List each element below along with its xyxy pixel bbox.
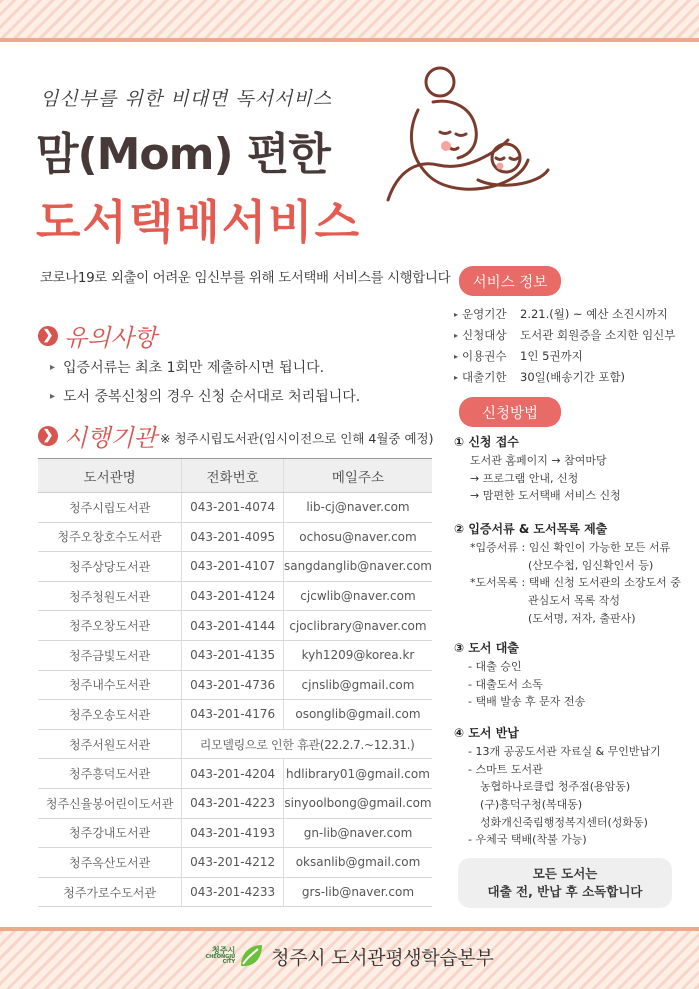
step-line: - 대출도서 소독 xyxy=(468,677,543,691)
notes-heading xyxy=(38,318,157,353)
library-name: 청주내수도서관 xyxy=(38,670,182,700)
library-phone: 043-201-4176 xyxy=(182,700,284,730)
top-stripe-band xyxy=(0,0,699,42)
library-name: 청주신율봉어린이도서관 xyxy=(38,788,182,818)
table-row xyxy=(38,522,432,552)
method-step-4 xyxy=(454,724,661,849)
library-email: grs-lib@naver.com xyxy=(283,877,432,907)
table-row xyxy=(38,759,432,789)
library-name: 청주강내도서관 xyxy=(38,818,182,848)
method-step-1 xyxy=(454,433,621,505)
info-value: 2.21.(월) ~ 예산 소진시까지 xyxy=(520,307,668,321)
table-header-row xyxy=(38,459,432,493)
info-item xyxy=(454,369,675,385)
arrow-circle-icon: ❯ xyxy=(38,326,58,346)
poster-subtitle: 임신부를 위한 비대면 독서서비스 xyxy=(40,88,333,110)
step-line: (도서명, 저자, 출판사) xyxy=(528,611,636,625)
arrow-circle-icon: ❯ xyxy=(38,426,58,446)
info-item xyxy=(454,306,675,322)
column-header: 전화번호 xyxy=(182,459,284,493)
institutions-heading-text: 시행기관 xyxy=(64,424,157,452)
step-line: *입증서류 : 임신 확인이 가능한 모든 서류 xyxy=(470,541,671,555)
service-info-pill: 서비스 정보 xyxy=(459,266,561,296)
library-phone: 043-201-4135 xyxy=(182,640,284,670)
library-email: hdlibrary01@gmail.com xyxy=(283,759,432,789)
step-title: ③ 도서 대출 xyxy=(454,641,519,655)
library-name: 청주시립도서관 xyxy=(38,493,182,523)
poster-title-line2: 도서택배서비스 xyxy=(36,195,362,249)
table-row xyxy=(38,640,432,670)
step-line: 관심도서 목록 작성 xyxy=(528,593,621,607)
library-name: 청주상당도서관 xyxy=(38,552,182,582)
table-row xyxy=(38,877,432,907)
library-email: cjcwlib@naver.com xyxy=(283,581,432,611)
table-row xyxy=(38,729,432,759)
info-value: 1인 5권까지 xyxy=(520,349,583,363)
library-phone: 043-201-4223 xyxy=(182,788,284,818)
info-value: 30일(배송기간 포함) xyxy=(520,370,626,384)
library-phone: 043-201-4204 xyxy=(182,759,284,789)
library-name: 청주오창도서관 xyxy=(38,611,182,641)
table-row xyxy=(38,848,432,878)
step-line: → 맘편한 도서택배 서비스 신청 xyxy=(470,489,621,503)
library-phone: 043-201-4212 xyxy=(182,848,284,878)
step-title: ① 신청 접수 xyxy=(454,435,519,449)
step-title: ④ 도서 반납 xyxy=(454,726,519,740)
library-email: sangdanglib@naver.com xyxy=(283,552,432,582)
table-row xyxy=(38,552,432,582)
library-name: 청주흥덕도서관 xyxy=(38,759,182,789)
library-phone: 043-201-4233 xyxy=(182,877,284,907)
info-key: 운영기간 xyxy=(462,307,507,321)
library-closure-notice: 리모델링으로 인한 휴관(22.2.7.~12.31.) xyxy=(182,729,432,759)
info-key: 신청대상 xyxy=(462,328,507,342)
sanitize-callout xyxy=(458,858,672,908)
library-table xyxy=(38,458,432,907)
step-line: - 13개 공공도서관 자료실 & 무인반납기 xyxy=(468,745,661,759)
info-key: 대출기한 xyxy=(462,370,507,384)
note-item: ▸ 입증서류는 최초 1회만 제출하시면 됩니다. xyxy=(50,357,360,377)
table-row xyxy=(38,818,432,848)
library-email: oksanlib@gmail.com xyxy=(283,848,432,878)
column-header: 메일주소 xyxy=(283,459,432,493)
step-line: *도서목록 : 택배 신청 도서관의 소장도서 중 xyxy=(470,576,681,590)
info-item xyxy=(454,348,675,364)
city-logo-text xyxy=(205,947,235,965)
institutions-note: ※ 청주시립도서관(임시이전으로 인해 4월중 예정) xyxy=(160,431,434,446)
table-row xyxy=(38,581,432,611)
organization-name: 청주시 도서관평생학습본부 xyxy=(271,946,494,969)
library-phone: 043-201-4095 xyxy=(182,522,284,552)
library-email: lib-cj@naver.com xyxy=(283,493,432,523)
library-name: 청주옥산도서관 xyxy=(38,848,182,878)
column-header: 도서관명 xyxy=(38,459,182,493)
info-key: 이용권수 xyxy=(462,349,507,363)
poster-title-line1: 맘(Mom) 편한 xyxy=(36,129,330,180)
library-email: kyh1209@korea.kr xyxy=(283,640,432,670)
library-name: 청주오송도서관 xyxy=(38,700,182,730)
city-leaf-logo-icon xyxy=(237,942,265,970)
step-line: - 스마트 도서관 xyxy=(468,762,543,776)
method-step-3 xyxy=(454,639,585,711)
table-row xyxy=(38,670,432,700)
library-phone: 043-201-4144 xyxy=(182,611,284,641)
intro-text: 코로나19로 외출이 어려운 임신부를 위해 도서택배 서비스를 시행합니다 xyxy=(40,270,451,286)
logo-text-line: 청주시 xyxy=(211,946,236,955)
library-email: cjnslib@gmail.com xyxy=(283,670,432,700)
table-row xyxy=(38,611,432,641)
library-name: 청주금빛도서관 xyxy=(38,640,182,670)
library-name: 청주청원도서관 xyxy=(38,581,182,611)
footer xyxy=(0,942,699,970)
callout-line: 모든 도서는 xyxy=(532,866,598,881)
library-phone: 043-201-4736 xyxy=(182,670,284,700)
step-title: ② 입증서류 & 도서목록 제출 xyxy=(454,522,608,536)
step-line: - 대출 승인 xyxy=(468,660,522,674)
logo-text-line: CITY xyxy=(222,959,236,965)
service-info-list xyxy=(454,306,675,390)
step-line: 도서관 홈페이지 → 참여마당 xyxy=(470,454,607,468)
library-phone: 043-201-4074 xyxy=(182,493,284,523)
method-step-2 xyxy=(454,520,681,627)
notes-list xyxy=(50,357,360,415)
mother-baby-illustration xyxy=(378,60,558,210)
info-value: 도서관 회원증을 소지한 임신부 xyxy=(520,328,676,342)
institutions-heading xyxy=(38,418,157,453)
library-email: cjoclibrary@naver.com xyxy=(283,611,432,641)
step-line: (구)흥덕구청(복대동) xyxy=(480,797,583,811)
step-line: → 프로그램 안내, 신청 xyxy=(470,471,579,485)
step-line: 농협하나로클럽 청주점(용암동) xyxy=(480,780,631,794)
table-row xyxy=(38,788,432,818)
table-row xyxy=(38,493,432,523)
table-row xyxy=(38,700,432,730)
method-pill: 신청방법 xyxy=(459,397,561,427)
library-email: gn-lib@naver.com xyxy=(283,818,432,848)
notes-heading-text: 유의사항 xyxy=(64,324,157,352)
library-name: 청주오창호수도서관 xyxy=(38,522,182,552)
callout-line: 대출 전, 반납 후 소독합니다 xyxy=(487,884,643,900)
step-line: (산모수첩, 임신확인서 등) xyxy=(528,558,654,572)
library-email: ochosu@naver.com xyxy=(283,522,432,552)
step-line: - 택배 발송 후 문자 전송 xyxy=(468,695,586,709)
library-name: 청주가로수도서관 xyxy=(38,877,182,907)
step-line: - 우체국 택배(착불 가능) xyxy=(468,833,587,847)
step-line: 성화개신죽림행정복지센터(성화동) xyxy=(480,815,648,829)
library-phone: 043-201-4193 xyxy=(182,818,284,848)
logo-text-line: CHEONGJU xyxy=(205,954,236,960)
library-name: 청주서원도서관 xyxy=(38,729,182,759)
library-email: sinyoolbong@gmail.com xyxy=(283,788,432,818)
library-phone: 043-201-4124 xyxy=(182,581,284,611)
info-item xyxy=(454,327,675,343)
library-email: osonglib@gmail.com xyxy=(283,700,432,730)
note-item: ▸ 도서 중복신청의 경우 신청 순서대로 처리됩니다. xyxy=(50,386,360,406)
library-phone: 043-201-4107 xyxy=(182,552,284,582)
